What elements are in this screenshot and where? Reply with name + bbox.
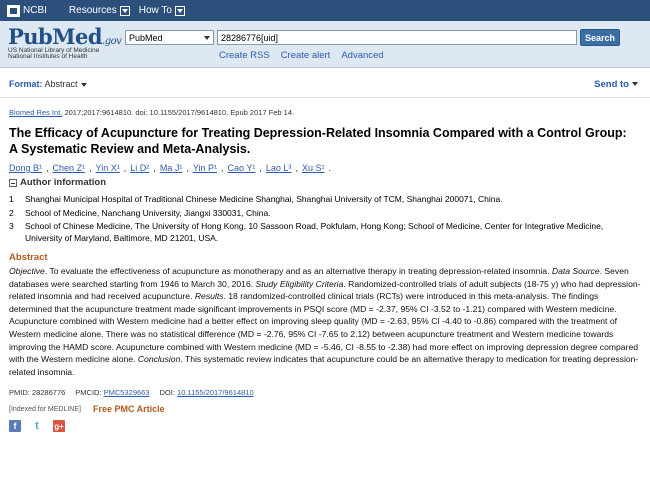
abstract-heading: Abstract	[9, 252, 48, 263]
affiliation-number: 3	[9, 221, 14, 231]
article-content	[0, 108, 650, 432]
search-links	[219, 50, 384, 61]
abstract-criteria: . Randomized-controlled trials of adult subjects (18-75 y) who had depression-related insomnia and had received acupuncture.	[9, 278, 641, 302]
citation	[9, 108, 641, 117]
ncbi-label: NCBI	[23, 5, 47, 16]
journal-link[interactable]: Biomed Res Int.	[9, 108, 63, 117]
article-title: The Efficacy of Acupuncture for Treating Depression-Related Insomnia Compared with a Control Group: A Systematic Review and Meta-Analysis.	[9, 126, 627, 156]
resources-label: Resources	[68, 5, 117, 16]
abstract-conclusion: . This systematic review indicates that acupuncture could be an alternative therapy to medication for treating depression-related insomnia.	[9, 354, 639, 377]
author-link[interactable]: Yin X¹	[95, 163, 120, 173]
medline-status: [Indexed for MEDLINE]	[9, 405, 81, 413]
abstract-objective-label: Objective	[9, 266, 45, 276]
nih-label: National Institutes of Health	[8, 53, 88, 60]
pmcid	[75, 388, 149, 397]
pmid: PMID: 28286776	[9, 388, 66, 398]
abstract-criteria-label: Study Eligibility Criteria	[255, 278, 344, 289]
author-link[interactable]: Xu S¹	[301, 163, 325, 173]
social-share	[9, 420, 641, 432]
search-input[interactable]	[217, 30, 577, 45]
chevron-down-icon	[175, 6, 185, 16]
author-link[interactable]: Li D²	[130, 163, 150, 173]
ncbi-logo[interactable]	[7, 5, 47, 17]
author-link[interactable]: Yin P¹	[192, 163, 218, 173]
nlm-label: US National Library of Medicine	[8, 47, 100, 54]
search-button[interactable]: Search	[580, 29, 620, 46]
author-link[interactable]: Dong B¹	[9, 163, 43, 173]
abstract-results: . 18 randomized-controlled clinical trials (RCTs) were introduced in this meta-analysis. The findings determined that the acupuncture treatment made significant improvements in PSQI score (MD = -2.37, 95% CI -3.52 to -1.21) compared with Western medicine. Acupuncture combined with Western medicine had a better effect on improving sleep quality (MD = -2.63, 95% CI -4.40 to -0.86) compared with the treatment of Western medicine alone. There was no statistical difference (MD = -2.76, 95% CI -7.65 to 2.12) between acupuncture treatment and Western medicine towards improving the HAMD score. Acupuncture combined with Western medicine (MD = -5.46, CI -8.55 to -2.38) had more effect on improving depression degree compared with the Western medicine alone.	[9, 291, 639, 365]
howto-label: How To	[138, 5, 172, 16]
author-link[interactable]: Cao Y¹	[227, 163, 256, 173]
affiliation-number: 2	[9, 207, 14, 218]
author-information-toggle[interactable]	[9, 177, 641, 188]
top-navigation-bar	[0, 0, 650, 21]
database-select-value: PubMed	[129, 32, 163, 43]
affiliation-item	[9, 221, 641, 244]
twitter-icon[interactable]: t	[31, 420, 43, 432]
resources-menu[interactable]	[69, 5, 130, 16]
affiliation-item	[9, 194, 641, 206]
search-header	[0, 21, 650, 68]
author-link[interactable]: Chen Z¹	[52, 163, 86, 173]
author-link[interactable]: Lao L³	[265, 163, 292, 173]
pubmed-logo-text: PubMed	[8, 24, 103, 49]
affiliation-text: Shanghai Municipal Hospital of Traditional Chinese Medicine Shanghai, Shanghai University of TCM, Shanghai 200071, China.	[25, 194, 503, 204]
pmcid-link[interactable]: PMC5329663	[103, 388, 150, 398]
affiliation-number: 1	[9, 194, 14, 204]
caret-down-icon	[81, 83, 87, 87]
abstract-source: . Seven databases were searched starting from 1946 to March 30, 2016.	[9, 266, 629, 289]
free-pmc-article-link[interactable]: Free PMC Article	[92, 404, 165, 415]
send-to-dropdown[interactable]	[594, 79, 638, 90]
abstract-conclusion-label: Conclusion	[137, 354, 181, 365]
create-rss-link[interactable]: Create RSS	[219, 50, 270, 61]
caret-down-icon	[632, 82, 638, 86]
ncbi-icon	[7, 5, 20, 17]
format-label: Format:	[9, 79, 43, 89]
citation-details: 2017;2017:9614810. doi: 10.1155/2017/9614810. Epub 2017 Feb 14.	[62, 108, 295, 117]
facebook-icon[interactable]: f	[9, 420, 21, 432]
chevron-down-icon	[120, 6, 130, 16]
affiliation-text: School of Medicine, Nanchang University, Jiangxi 330031, China.	[25, 207, 271, 218]
article-identifiers	[9, 388, 641, 397]
format-bar	[0, 68, 650, 98]
abstract-objective: . To evaluate the effectiveness of acupuncture as monotherapy and as an alternative therapy in treating depression-related insomnia.	[44, 266, 552, 276]
advanced-search-link[interactable]: Advanced	[341, 50, 384, 61]
chevron-down-icon	[204, 36, 210, 40]
doi-link[interactable]: 10.1155/2017/9614810	[177, 388, 254, 398]
abstract-text	[9, 265, 641, 378]
collapse-icon	[9, 179, 17, 187]
affiliation-item	[9, 208, 641, 220]
database-select[interactable]	[125, 30, 214, 45]
abstract-results-label: Results	[194, 291, 224, 302]
doi	[160, 388, 254, 397]
pmcid-label: PMCID:	[75, 388, 104, 398]
author-list: Dong B¹ , Chen Z¹ , Yin X¹ , Li D² , Ma J¹ , Yin P¹ , Cao Y¹ , Lao L³ , Xu S¹ .	[9, 163, 331, 173]
doi-label: DOI:	[159, 388, 178, 398]
pubmed-logo[interactable]	[8, 24, 121, 61]
affiliation-list	[9, 194, 641, 244]
author-information-label: Author information	[20, 177, 107, 188]
format-dropdown[interactable]	[9, 79, 87, 89]
author-link[interactable]: Ma J¹	[159, 163, 183, 173]
send-to-label: Send to	[594, 79, 629, 90]
pubmed-logo-gov: .gov	[102, 36, 122, 47]
create-alert-link[interactable]: Create alert	[280, 50, 331, 61]
abstract-source-label: Data Source	[551, 266, 600, 276]
google-plus-icon[interactable]: g+	[54, 421, 64, 431]
medline-row	[9, 404, 641, 414]
affiliation-text: School of Chinese Medicine, The University of Hong Kong, 10 Sassoon Road, Pokfulam, Hong Kong; School of Medicine, Center for Integrative Medicine, University of Maryland, Baltimore, MD 21201, USA.	[25, 221, 604, 243]
howto-menu[interactable]	[139, 5, 185, 16]
format-value: Abstract	[44, 79, 78, 89]
